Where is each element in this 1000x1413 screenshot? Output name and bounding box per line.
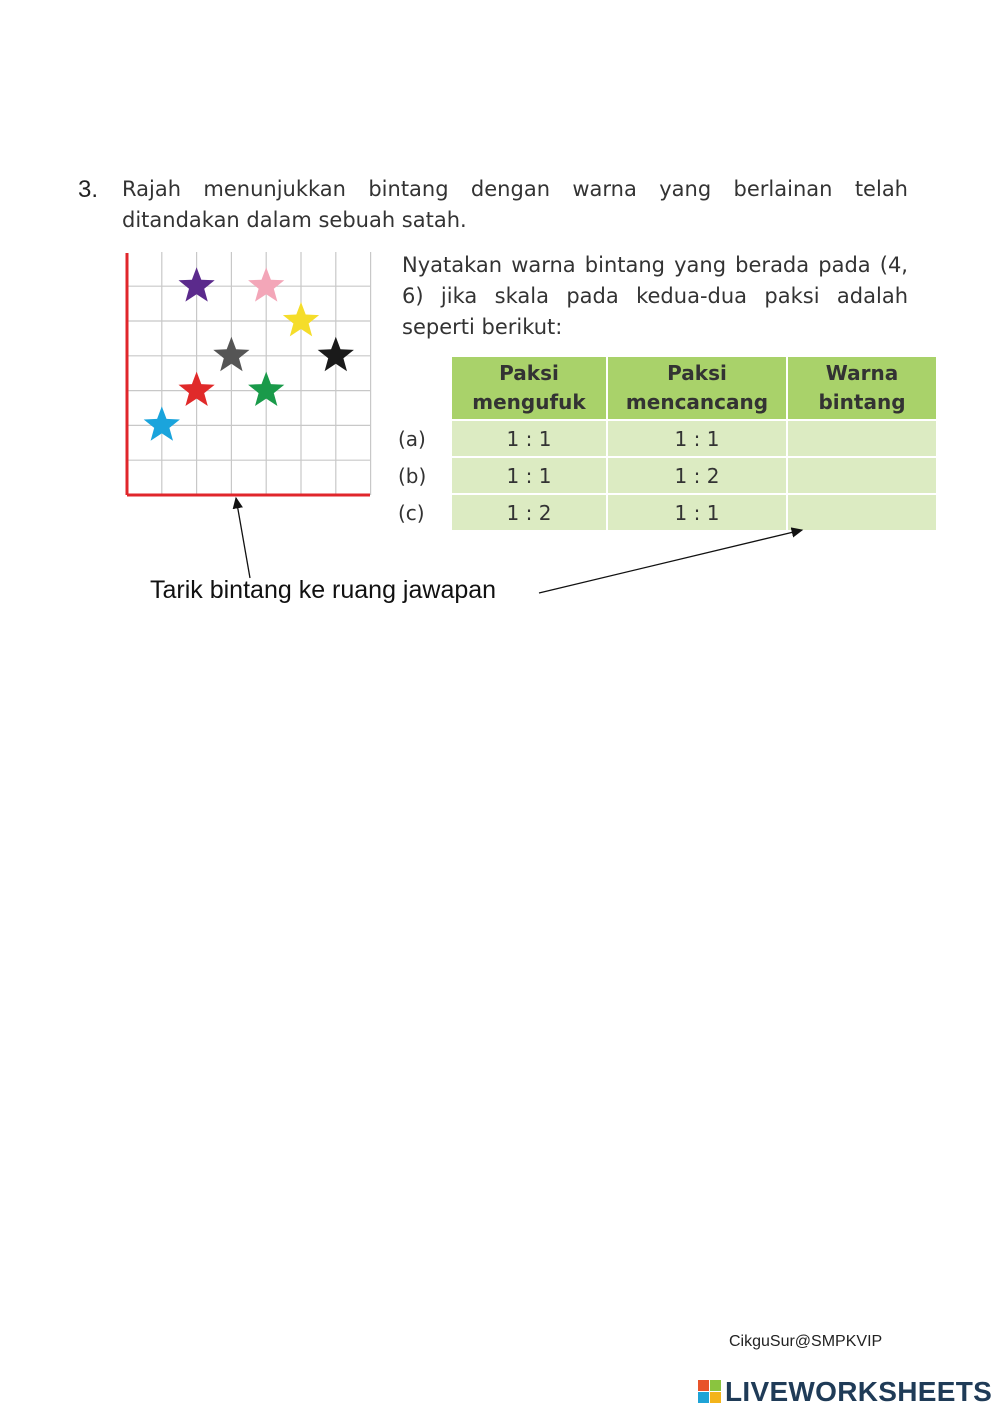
row-label: (b) xyxy=(398,457,451,494)
horizontal-scale: 1 : 1 xyxy=(451,420,607,457)
vertical-scale: 1 : 2 xyxy=(607,457,787,494)
brand-name: LIVEWORKSHEETS xyxy=(725,1376,993,1407)
row-label: (c) xyxy=(398,494,451,530)
instruction-text: Nyatakan warna bintang yang berada pada (4, 6) jika skala pada kedua-dua paksi adalah seperti berikut: xyxy=(402,253,908,339)
header-horizontal-axis: Paksi mengufuk xyxy=(451,357,607,420)
horizontal-scale: 1 : 2 xyxy=(451,494,607,530)
liveworksheets-icon xyxy=(698,1380,722,1404)
vertical-scale: 1 : 1 xyxy=(607,494,787,530)
row-label: (a) xyxy=(398,420,451,457)
horizontal-scale: 1 : 1 xyxy=(451,457,607,494)
header-vertical-axis: Paksi mencancang xyxy=(607,357,787,420)
vertical-scale: 1 : 1 xyxy=(607,420,787,457)
brand-logo xyxy=(698,1376,992,1408)
question-text: Rajah menunjukkan bintang dengan warna yang berlainan telah ditandakan dalam sebuah satah. xyxy=(122,177,908,232)
arrow-to-grid xyxy=(236,498,250,578)
credit-text: CikguSur@SMPKVIP xyxy=(729,1333,883,1350)
header-star-color: Warna bintang xyxy=(787,357,937,420)
arrow-to-answers xyxy=(539,530,802,593)
question-number: 3. xyxy=(78,176,99,203)
pointer-arrows xyxy=(0,0,1000,700)
drag-instruction: Tarik bintang ke ruang jawapan xyxy=(150,576,497,604)
